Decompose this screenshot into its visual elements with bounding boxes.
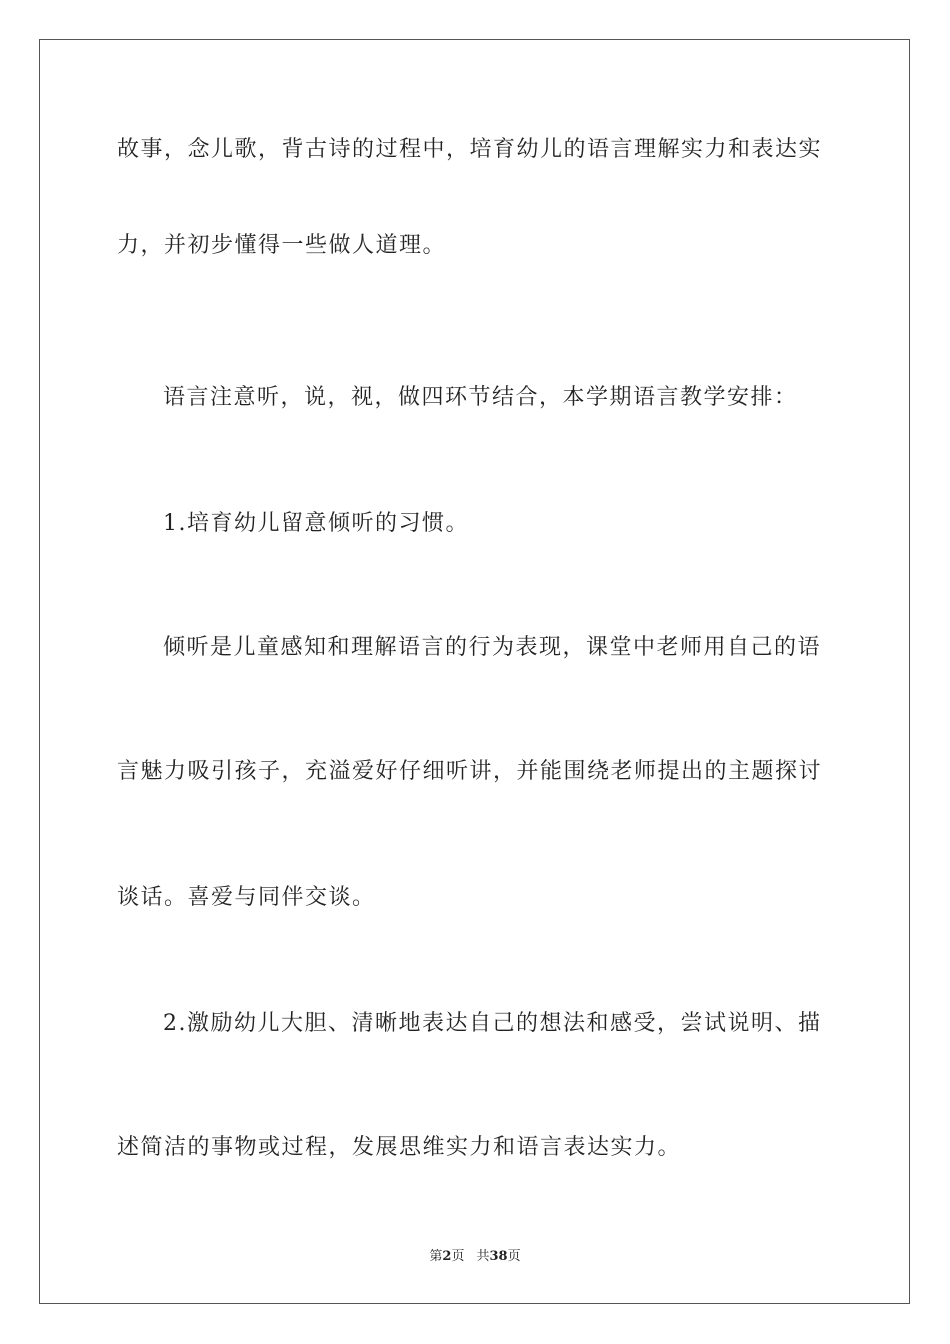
body-line-8: 2.激励幼儿大胆、清晰地表达自己的想法和感受，尝试说明、描 [163, 1011, 822, 1036]
body-line-2: 力，并初步懂得一些做人道理。 [117, 233, 447, 258]
body-line-6: 言魅力吸引孩子，充溢爱好仔细听讲，并能围绕老师提出的主题探讨 [117, 759, 823, 784]
body-line-4: 1.培育幼儿留意倾听的习惯。 [163, 511, 469, 536]
body-line-9: 述简洁的事物或过程，发展思维实力和语言表达实力。 [117, 1135, 682, 1160]
page-prefix: 第 [429, 1249, 443, 1264]
body-line-1: 故事，念儿歌，背古诗的过程中，培育幼儿的语言理解实力和表达实 [117, 137, 823, 162]
body-line-3: 语言注意听，说，视，做四环节结合，本学期语言教学安排： [163, 385, 798, 410]
page-suffix: 页 [451, 1249, 465, 1264]
body-line-5: 倾听是儿童感知和理解语言的行为表现，课堂中老师用自己的语 [163, 635, 822, 660]
body-line-7: 谈话。喜爱与同伴交谈。 [117, 885, 376, 910]
total-prefix: 共 [476, 1249, 490, 1264]
page-frame [39, 39, 910, 1304]
total-suffix: 页 [507, 1249, 521, 1264]
page-footer [0, 1248, 950, 1266]
total-pages: 38 [489, 1249, 508, 1264]
page-number: 2 [442, 1249, 452, 1264]
